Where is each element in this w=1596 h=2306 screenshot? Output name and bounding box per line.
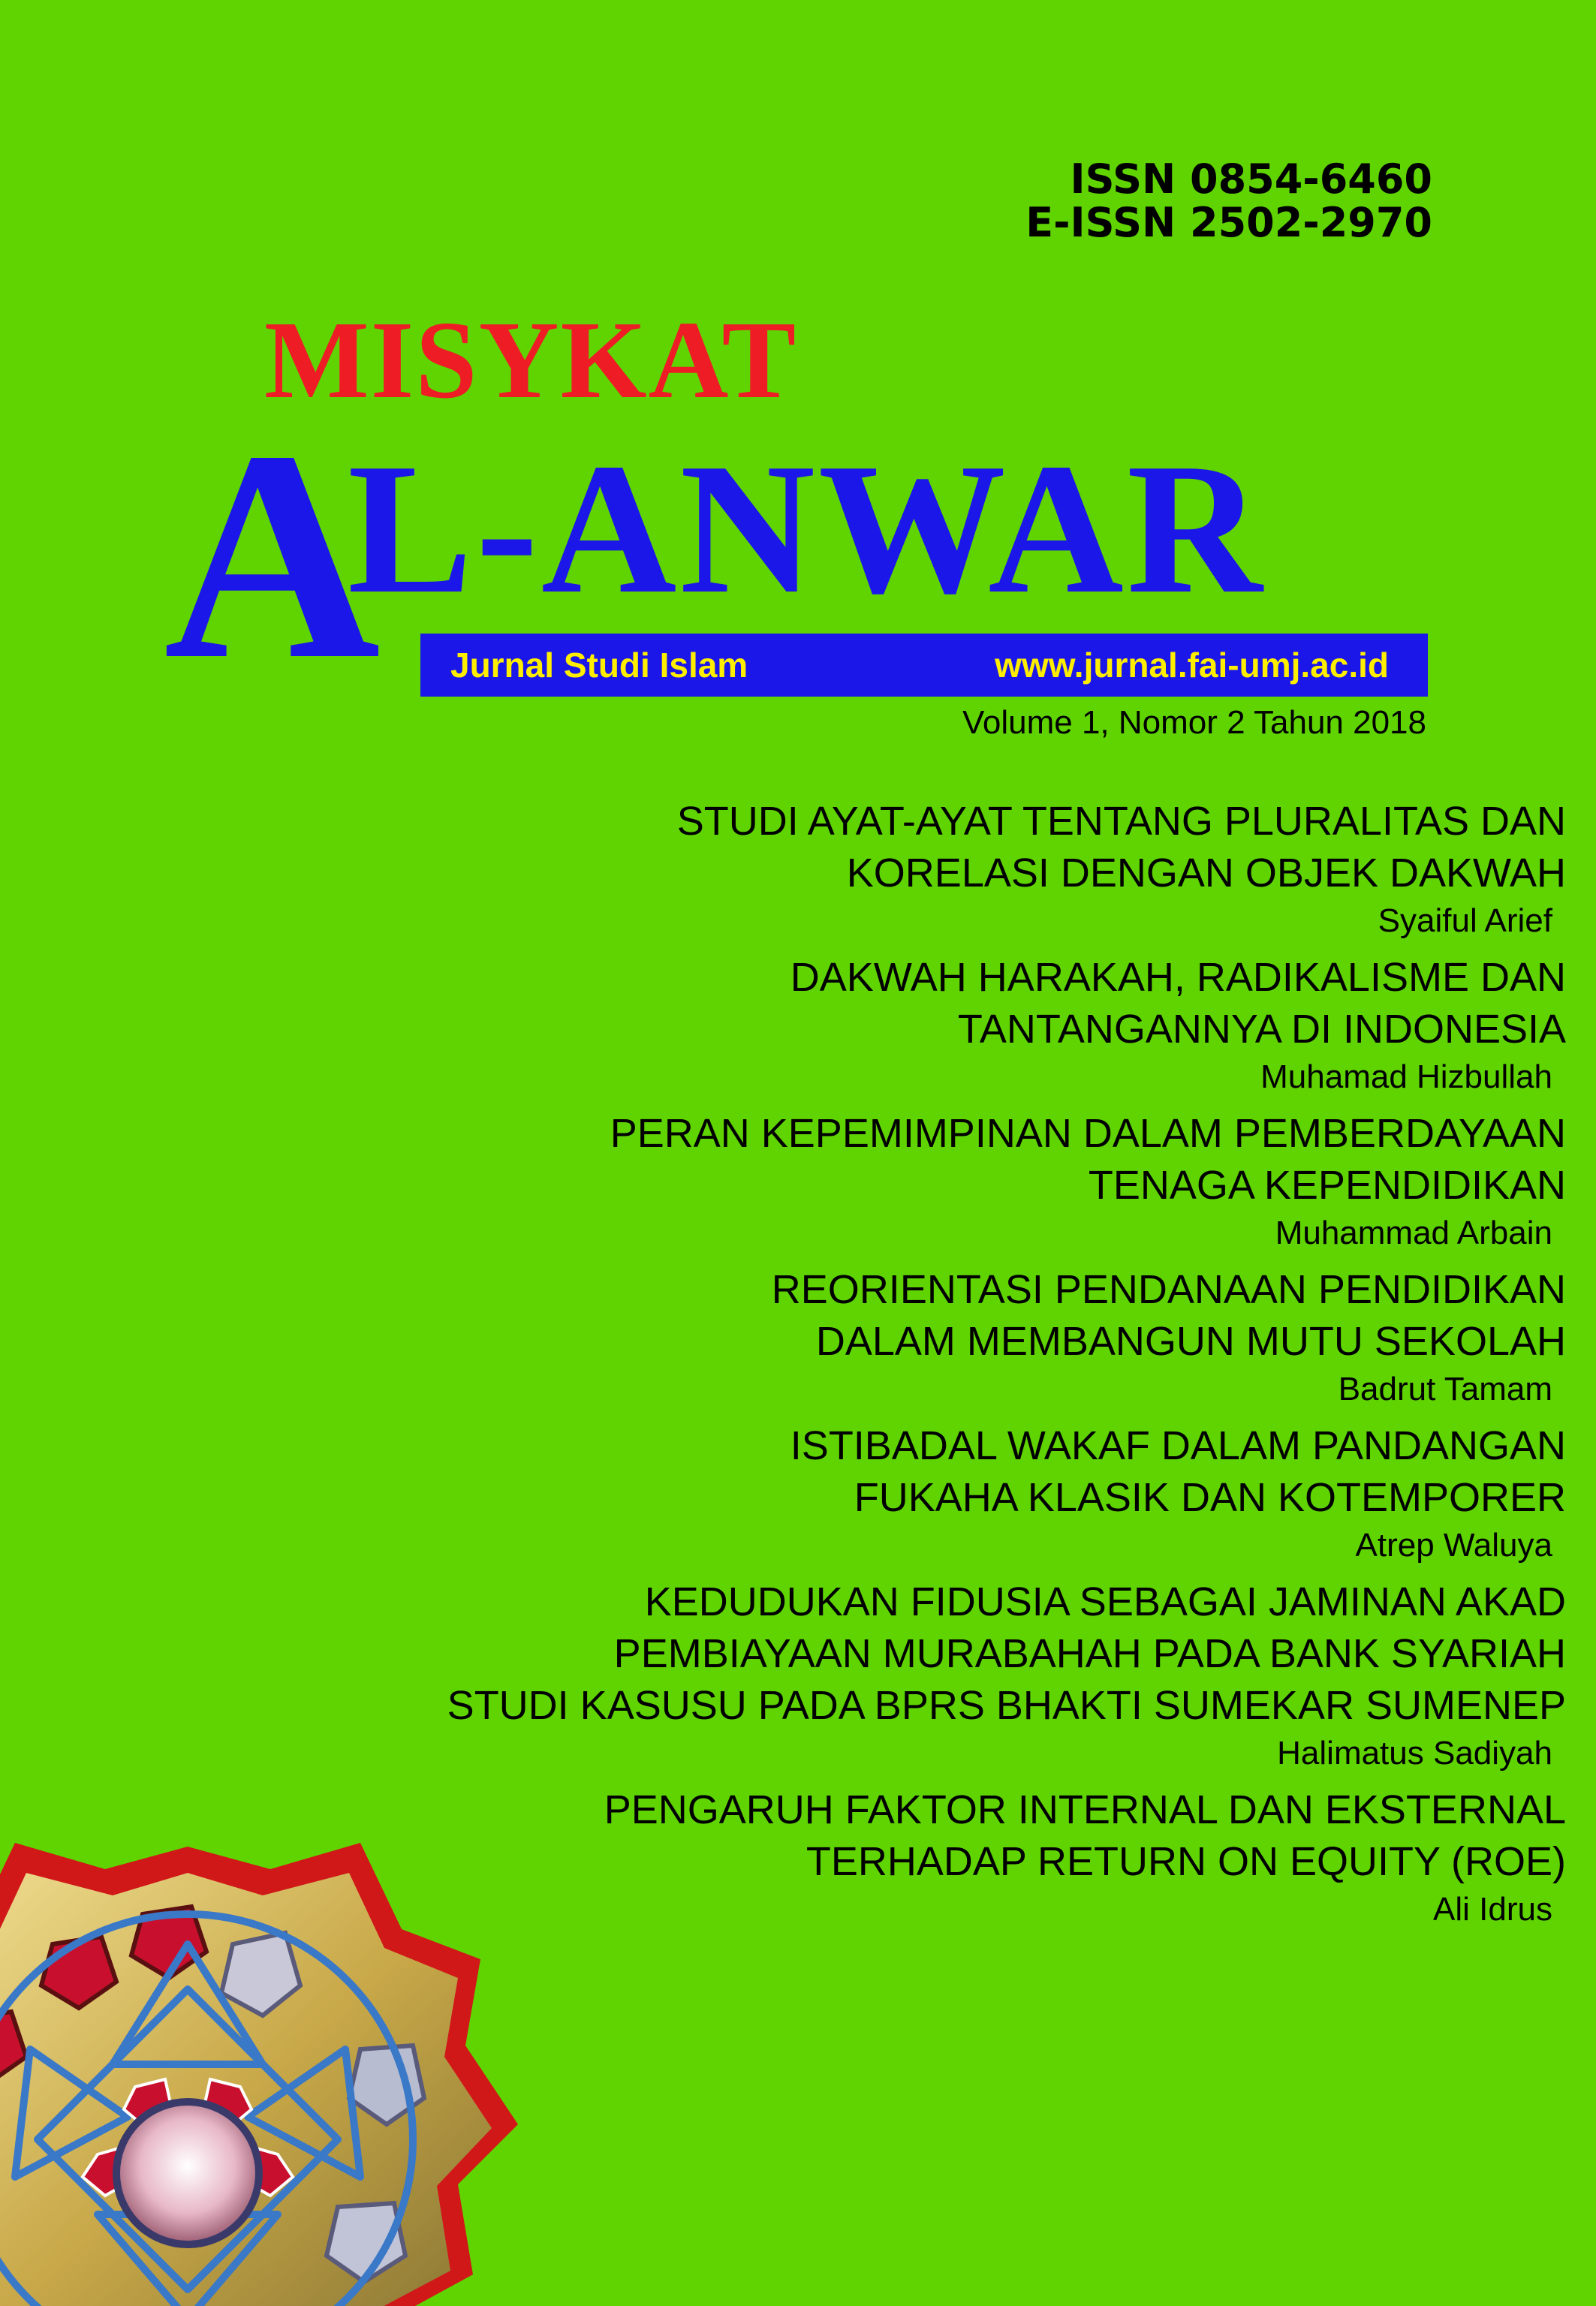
masthead-misykat: MISYKAT <box>264 299 798 422</box>
article-author: Badrut Tamam <box>1338 1371 1552 1407</box>
article-author: Syaiful Arief <box>1378 902 1552 939</box>
ornament-center-orb <box>116 2102 259 2244</box>
article-title-line: TANTANGANNYA DI INDONESIA <box>957 1007 1566 1052</box>
article-title-line: TENAGA KEPENDIDIKAN <box>1088 1163 1566 1208</box>
islamic-star-ornament-icon <box>0 1726 646 2306</box>
article-item <box>290 796 1566 943</box>
subtitle-bar <box>420 634 1428 697</box>
article-title-line: DAKWAH HARAKAH, RADIKALISME DAN <box>790 955 1566 1000</box>
article-title-line: KORELASI DENGAN OBJEK DAKWAH <box>846 850 1566 896</box>
article-title-line: STUDI AYAT-AYAT TENTANG PLURALITAS DAN <box>676 799 1566 844</box>
article-item <box>290 1420 1566 1567</box>
article-title-line: TERHADAP RETURN ON EQUITY (ROE) <box>806 1839 1566 1884</box>
volume-info: Volume 1, Nomor 2 Tahun 2018 <box>962 704 1426 741</box>
article-author: Muhamad Hizbullah <box>1260 1058 1552 1095</box>
article-title-line: PERAN KEPEMIMPINAN DALAM PEMBERDAYAAN <box>610 1111 1566 1156</box>
journal-url: www.jurnal.fai-umj.ac.id <box>995 646 1389 685</box>
article-title-line: ISTIBADAL WAKAF DALAM PANDANGAN <box>790 1423 1566 1468</box>
article-author: Halimatus Sadiyah <box>1277 1735 1552 1772</box>
article-item <box>290 952 1566 1099</box>
issn-block <box>1025 155 1432 246</box>
article-author: Muhammad Arbain <box>1275 1215 1552 1251</box>
article-title-line: STUDI KASUSU PADA BPRS BHAKTI SUMEKAR SUMENEP <box>447 1683 1566 1728</box>
article-title-line: REORIENTASI PENDANAAN PENDIDIKAN <box>771 1267 1566 1312</box>
article-title-line: FUKAHA KLASIK DAN KOTEMPORER <box>854 1475 1566 1520</box>
article-title-line: DALAM MEMBANGUN MUTU SEKOLAH <box>815 1319 1566 1364</box>
article-item <box>290 1264 1566 1411</box>
masthead-initial-a: A <box>164 389 381 721</box>
article-author: Ali Idrus <box>1433 1891 1552 1928</box>
journal-subtitle: Jurnal Studi Islam <box>450 646 748 685</box>
article-title-line: KEDUDUKAN FIDUSIA SEBAGAI JAMINAN AKAD <box>644 1579 1566 1624</box>
issn-print: ISSN 0854-6460 <box>1070 155 1432 203</box>
article-title-line: PENGARUH FAKTOR INTERNAL DAN EKSTERNAL <box>604 1787 1566 1832</box>
article-author: Atrep Waluya <box>1355 1527 1552 1564</box>
article-item <box>290 1108 1566 1255</box>
issn-electronic: E-ISSN 2502-2970 <box>1025 199 1432 246</box>
masthead-rest: L-ANWAR <box>347 425 1266 633</box>
article-title-line: PEMBIAYAAN MURABAHAH PADA BANK SYARIAH <box>613 1631 1566 1676</box>
